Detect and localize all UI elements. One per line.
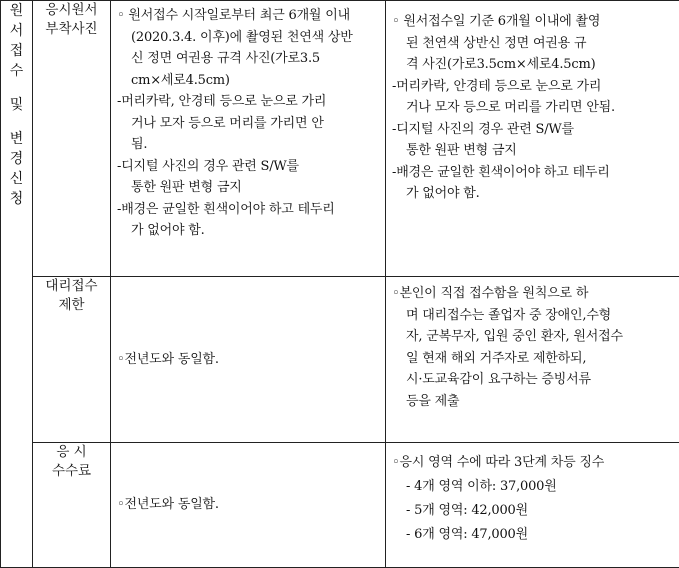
text-line: -배경은 균일한 흰색이어야 하고 테두리: [117, 199, 379, 221]
text-line: 며 대리접수는 졸업자 중 장애인,수형: [392, 305, 673, 327]
item-label-line: 수수료: [33, 462, 110, 481]
section-char: 청: [10, 189, 24, 209]
section-char: 신: [10, 169, 24, 189]
text-line: 일 현재 해외 거주자로 제한하되,: [392, 348, 673, 370]
item-label-line: 대리접수: [33, 277, 110, 296]
section-label-cell: [1, 1, 33, 568]
prev-photo-cell: [111, 1, 386, 277]
text-line: 됨.: [117, 134, 379, 156]
item-proxy: [33, 277, 111, 443]
section-char: 접: [10, 41, 24, 61]
text-line: ◦전년도와 동일함.: [117, 349, 379, 371]
text-line: 시·도교육감이 요구하는 증빙서류: [392, 369, 673, 391]
text-line: -머리카락, 안경테 등으로 눈으로 가리: [117, 91, 379, 113]
text-line: - 4개 영역 이하: 37,000원: [392, 475, 673, 499]
text-line: 거나 모자 등으로 머리를 가리면 안됨.: [392, 97, 673, 119]
section-char: 수: [10, 61, 24, 81]
prev-fee-cell: [111, 443, 386, 568]
text-line: ◦응시 영역 수에 따라 3단계 차등 징수: [392, 451, 673, 475]
item-label-line: 응 시: [33, 443, 110, 462]
text-line: 가 없어야 함.: [392, 183, 673, 205]
section-char: 및: [10, 95, 24, 115]
text-line: 통한 원판 변형 금지: [117, 177, 379, 199]
item-label-line: 부착사진: [33, 20, 110, 39]
text-line: 자, 군복무자, 입원 중인 환자, 원서접수: [392, 326, 673, 348]
text-line: ◦본인이 직접 접수함을 원칙으로 하: [392, 283, 673, 305]
curr-fee-cell: [386, 443, 679, 568]
text-line: 격 사진(가로3.5cm×세로4.5cm): [392, 54, 673, 76]
text-line: 된 천연색 상반신 정면 여권용 규: [392, 33, 673, 55]
text-line: -디지털 사진의 경우 관련 S/W를: [117, 156, 379, 178]
section-char: 서: [10, 21, 24, 41]
text-line: -머리카락, 안경테 등으로 눈으로 가리: [392, 76, 673, 98]
text-line: 거나 모자 등으로 머리를 가리면 안: [117, 113, 379, 135]
text-line: - 6개 영역: 47,000원: [392, 523, 673, 547]
text-line: 가 없어야 함.: [117, 220, 379, 242]
text-line: ◦ 원서접수 시작일로부터 최근 6개월 이내: [117, 5, 379, 27]
text-line: ◦전년도와 동일함.: [117, 494, 379, 516]
item-label-line: 제한: [33, 296, 110, 315]
text-line: -배경은 균일한 흰색이어야 하고 테두리: [392, 162, 673, 184]
curr-photo-cell: [386, 1, 679, 277]
text-line: -디지털 사진의 경우 관련 S/W를: [392, 119, 673, 141]
text-line: ◦ 원서접수일 기준 6개월 이내에 촬영: [392, 11, 673, 33]
item-fee: [33, 443, 111, 568]
text-line: 통한 원판 변형 금지: [392, 140, 673, 162]
text-line: cm×세로4.5cm): [117, 70, 379, 92]
text-line: 등을 제출: [392, 391, 673, 413]
text-line: 신 정면 여권용 규격 사진(가로3.5: [117, 48, 379, 70]
prev-proxy-cell: [111, 277, 386, 443]
text-line: - 5개 영역: 42,000원: [392, 499, 673, 523]
text-line: (2020.3.4. 이후)에 촬영된 천연색 상반: [117, 27, 379, 49]
item-photo: [33, 1, 111, 277]
section-char: 경: [10, 149, 24, 169]
curr-proxy-cell: [386, 277, 679, 443]
section-char: 변: [10, 129, 24, 149]
item-label-line: 응시원서: [33, 1, 110, 20]
section-label: [1, 1, 32, 209]
section-char: 원: [10, 1, 24, 21]
